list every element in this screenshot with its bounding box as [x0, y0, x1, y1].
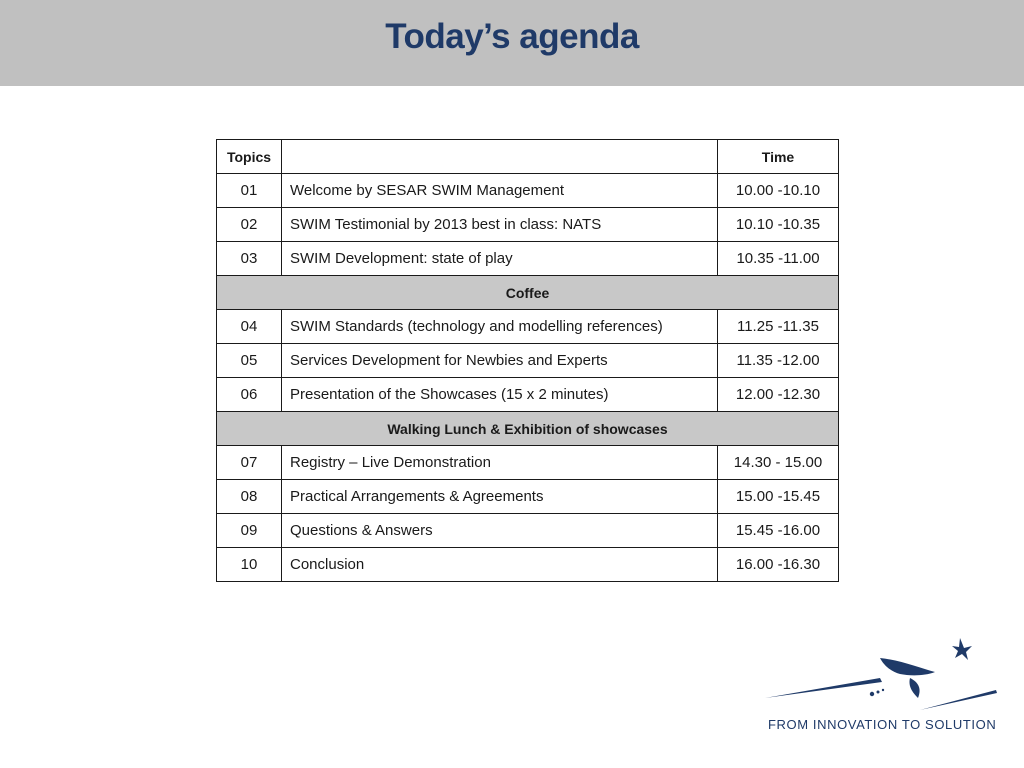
header-time: Time: [718, 140, 839, 174]
table-row: [217, 208, 839, 242]
row-topic: Registry – Live Demonstration: [282, 446, 718, 480]
bird-body-icon: [880, 658, 935, 675]
row-number: 04: [217, 310, 282, 344]
row-time: 10.00 -10.10: [718, 174, 839, 208]
slide-title: Today’s agenda: [385, 17, 639, 56]
table-row: [217, 174, 839, 208]
row-number: 02: [217, 208, 282, 242]
row-time: 12.00 -12.30: [718, 378, 839, 412]
row-time: 15.45 -16.00: [718, 514, 839, 548]
row-time: 11.25 -11.35: [718, 310, 839, 344]
row-number: 07: [217, 446, 282, 480]
row-topic: Practical Arrangements & Agreements: [282, 480, 718, 514]
row-number: 03: [217, 242, 282, 276]
row-topic: Presentation of the Showcases (15 x 2 minutes): [282, 378, 718, 412]
row-topic: Welcome by SESAR SWIM Management: [282, 174, 718, 208]
table-header-row: [217, 140, 839, 174]
table-row: [217, 446, 839, 480]
row-number: 08: [217, 480, 282, 514]
row-number: 05: [217, 344, 282, 378]
break-row-lunch: [217, 412, 839, 446]
wing-right-icon: [920, 690, 997, 710]
row-number: 10: [217, 548, 282, 582]
title-bar: [0, 0, 1024, 86]
row-topic: SWIM Standards (technology and modelling references): [282, 310, 718, 344]
table-row: [217, 310, 839, 344]
table-row: [217, 480, 839, 514]
small-bird-icon: [952, 638, 972, 660]
row-topic: SWIM Development: state of play: [282, 242, 718, 276]
row-topic: SWIM Testimonial by 2013 best in class: NATS: [282, 208, 718, 242]
row-topic: Conclusion: [282, 548, 718, 582]
row-time: 10.35 -11.00: [718, 242, 839, 276]
row-number: 01: [217, 174, 282, 208]
break-label: Coffee: [217, 276, 839, 310]
logo-tagline: FROM INNOVATION TO SOLUTION: [768, 717, 997, 732]
break-label: Walking Lunch & Exhibition of showcases: [217, 412, 839, 446]
row-number: 09: [217, 514, 282, 548]
table-row: [217, 242, 839, 276]
row-time: 14.30 - 15.00: [718, 446, 839, 480]
row-time: 16.00 -16.30: [718, 548, 839, 582]
row-time: 11.35 -12.00: [718, 344, 839, 378]
row-time: 15.00 -15.45: [718, 480, 839, 514]
agenda-table: [216, 139, 839, 582]
row-topic: Questions & Answers: [282, 514, 718, 548]
table-row: [217, 378, 839, 412]
row-topic: Services Development for Newbies and Experts: [282, 344, 718, 378]
table-row: [217, 514, 839, 548]
header-description: [282, 140, 718, 174]
table-row: [217, 344, 839, 378]
bird-wing-icon: [909, 678, 919, 698]
header-topics: Topics: [217, 140, 282, 174]
table-row: [217, 548, 839, 582]
row-number: 06: [217, 378, 282, 412]
break-row-coffee: [217, 276, 839, 310]
wing-left-icon: [765, 678, 882, 698]
row-time: 10.10 -10.35: [718, 208, 839, 242]
